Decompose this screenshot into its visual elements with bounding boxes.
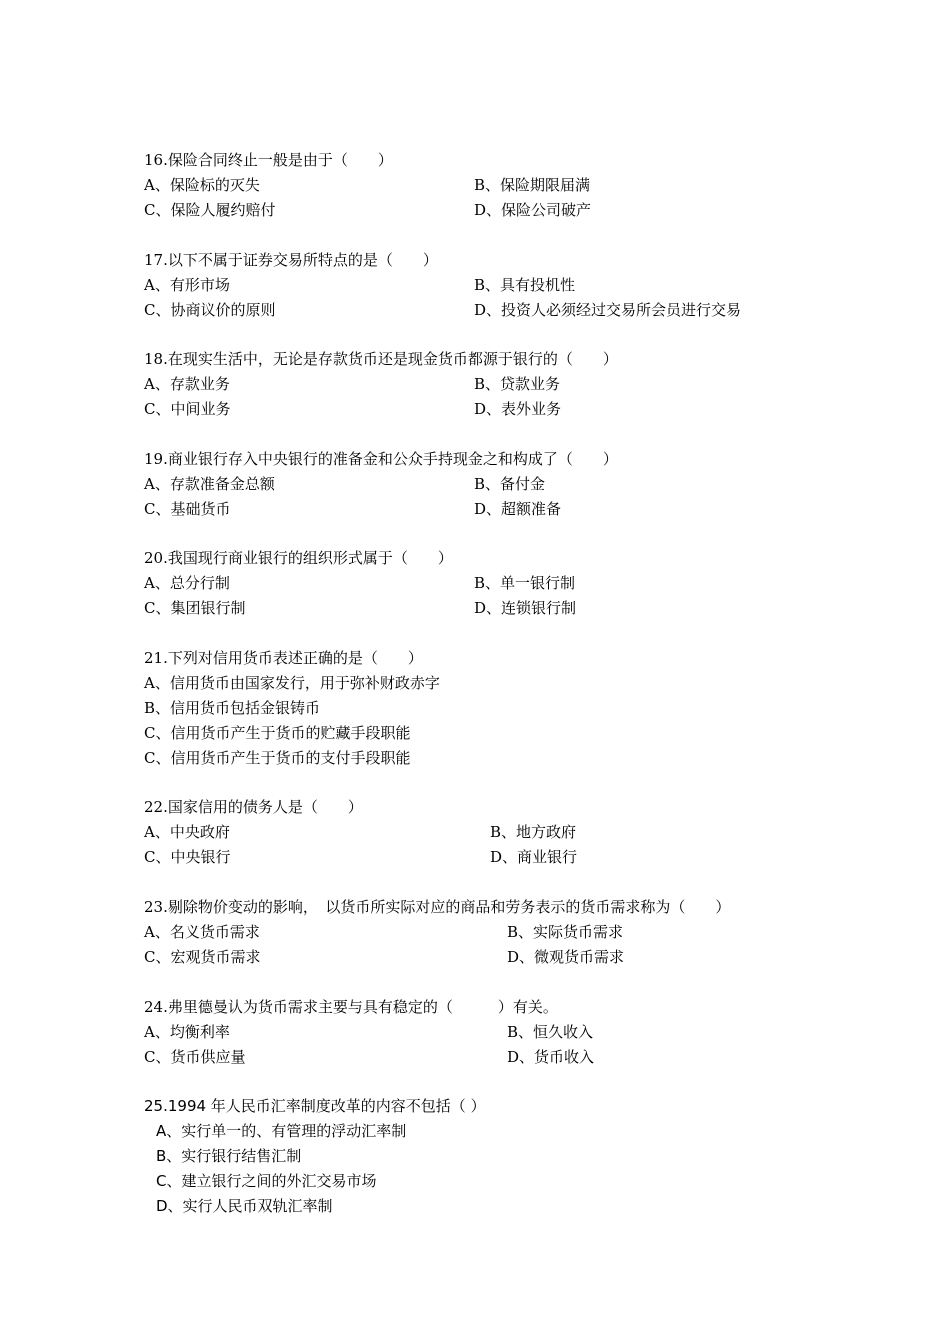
option-d: D、货币收入: [507, 1048, 595, 1066]
option-b: B、实际货币需求: [507, 923, 624, 941]
question-stem: 16.保险合同终止一般是由于（ ）: [144, 151, 393, 169]
question-stem: 17.以下不属于证券交易所特点的是（ ）: [144, 251, 438, 269]
option-a: A、名义货币需求: [144, 923, 260, 941]
option-c: C、中央银行: [144, 848, 231, 866]
option-c: C、宏观货币需求: [144, 948, 261, 966]
option-d: D、微观货币需求: [507, 948, 625, 966]
question-stem: 21.下列对信用货币表述正确的是（ ）: [144, 649, 423, 667]
option-b: B、恒久收入: [507, 1023, 594, 1041]
question-18: [144, 347, 844, 422]
option-d: D、投资人必须经过交易所会员进行交易: [474, 301, 742, 319]
question-stem: 19.商业银行存入中央银行的准备金和公众手持现金之和构成了（ ）: [144, 450, 618, 468]
option-d: D、商业银行: [490, 848, 578, 866]
option-a: A、存款业务: [144, 375, 230, 393]
option-d: D、超额准备: [474, 500, 562, 518]
question-22: [144, 795, 844, 870]
option-b: B、贷款业务: [474, 375, 561, 393]
option-a: A、中央政府: [144, 823, 230, 841]
option-d: C、信用货币产生于货币的支付手段职能: [144, 749, 411, 767]
option-c: C、信用货币产生于货币的贮藏手段职能: [144, 724, 411, 742]
option-c: C、保险人履约赔付: [144, 201, 276, 219]
question-stem: 20.我国现行商业银行的组织形式属于（ ）: [144, 549, 453, 567]
question-21: [144, 646, 844, 771]
option-c: C、协商议价的原则: [144, 301, 276, 319]
option-a: A、有形市场: [144, 276, 230, 294]
question-16: [144, 148, 844, 223]
option-c: C、货币供应量: [144, 1048, 246, 1066]
option-a: A、实行单一的、有管理的浮动汇率制: [156, 1122, 407, 1140]
option-d: D、表外业务: [474, 400, 562, 418]
option-b: B、实行银行结售汇制: [156, 1147, 302, 1165]
option-d: D、实行人民币双轨汇率制: [156, 1197, 333, 1215]
question-stem: 23.剔除物价变动的影响， 以货币所实际对应的商品和劳务表示的货币需求称为（ ）: [144, 898, 731, 916]
option-b: B、具有投机性: [474, 276, 576, 294]
option-a: A、均衡利率: [144, 1023, 230, 1041]
option-c: C、集团银行制: [144, 599, 246, 617]
question-stem: 24.弗里德曼认为货币需求主要与具有稳定的（ ）有关。: [144, 998, 558, 1016]
option-b: B、地方政府: [490, 823, 577, 841]
option-a: A、信用货币由国家发行，用于弥补财政赤字: [144, 674, 440, 692]
option-b: B、保险期限届满: [474, 176, 591, 194]
question-20: [144, 546, 844, 621]
question-stem: 18.在现实生活中，无论是存款货币还是现金货币都源于银行的（ ）: [144, 350, 618, 368]
question-19: [144, 447, 844, 522]
option-b: B、单一银行制: [474, 574, 576, 592]
option-c: C、基础货币: [144, 500, 231, 518]
question-25: [144, 1094, 844, 1219]
question-24: [144, 995, 844, 1070]
option-a: A、保险标的灭失: [144, 176, 260, 194]
option-d: D、连锁银行制: [474, 599, 577, 617]
option-d: D、保险公司破产: [474, 201, 592, 219]
option-b: B、备付金: [474, 475, 546, 493]
option-c: C、中间业务: [144, 400, 231, 418]
question-23: [144, 895, 844, 970]
question-stem: 25.1994 年人民币汇率制度改革的内容不包括（ ）: [144, 1097, 486, 1115]
option-c: C、建立银行之间的外汇交易市场: [156, 1172, 377, 1190]
question-17: [144, 248, 844, 323]
option-a: A、总分行制: [144, 574, 230, 592]
option-a: A、存款准备金总额: [144, 475, 275, 493]
question-stem: 22.国家信用的债务人是（ ）: [144, 798, 363, 816]
option-b: B、信用货币包括金银铸币: [144, 699, 321, 717]
